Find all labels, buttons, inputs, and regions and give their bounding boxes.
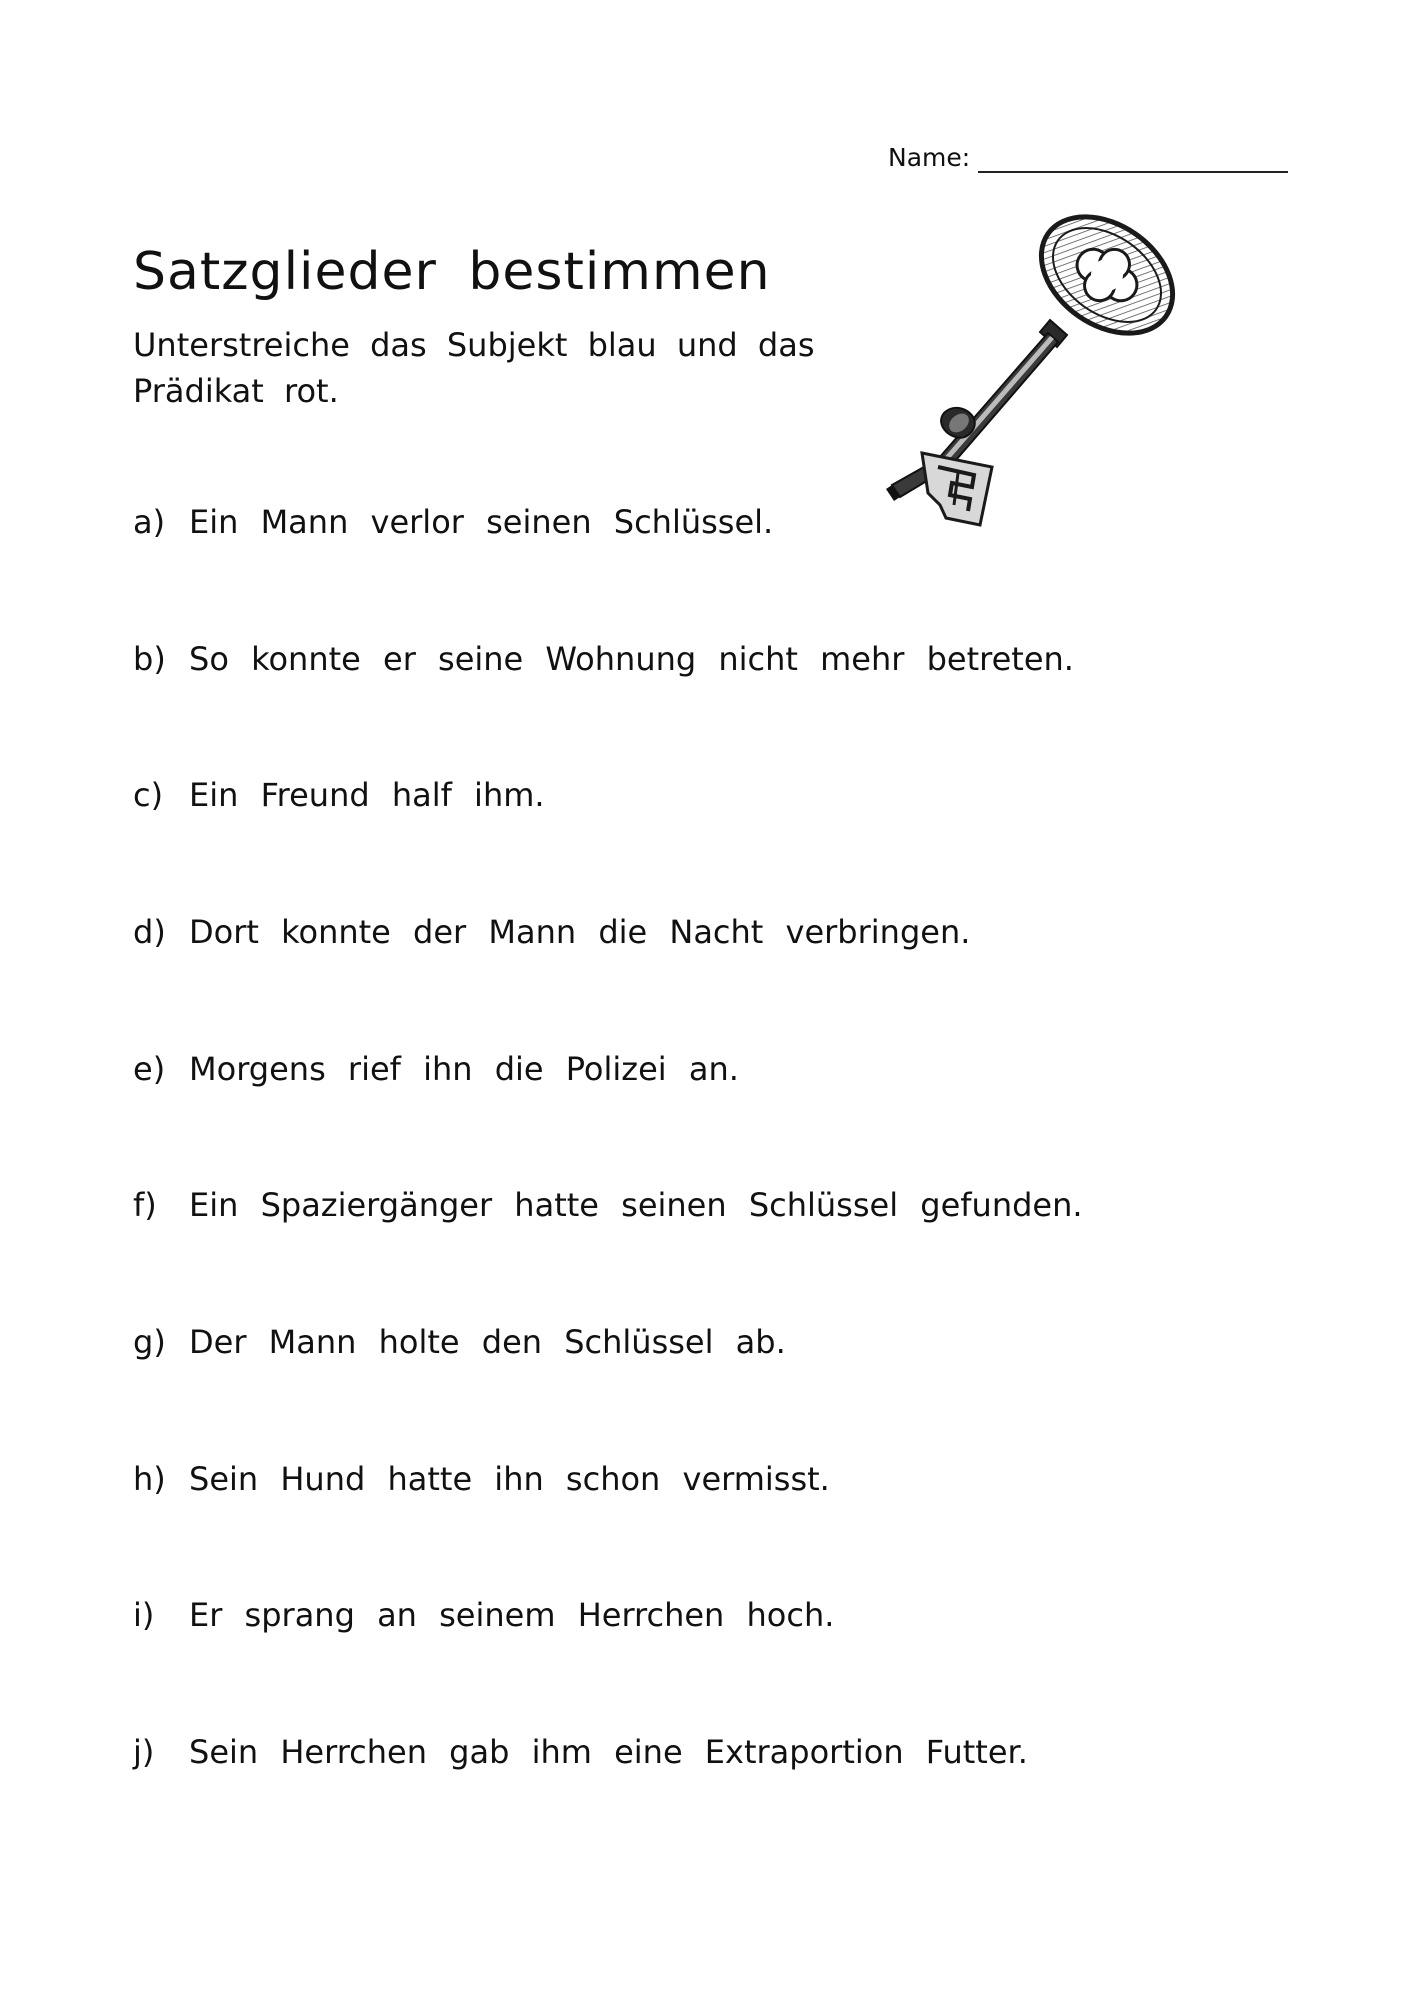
task-letter: j) <box>133 1733 155 1771</box>
task-sentence: Der Mann holte den Schlüssel ab. <box>189 1323 786 1361</box>
task-letter: c) <box>133 776 164 814</box>
task-item <box>133 1730 1028 1774</box>
task-item <box>133 1457 830 1501</box>
task-letter: b) <box>133 640 166 678</box>
task-sentence: Ein Mann verlor seinen Schlüssel. <box>189 503 774 541</box>
task-item <box>133 1593 834 1637</box>
task-sentence: Sein Hund hatte ihn schon vermisst. <box>189 1460 830 1498</box>
task-item <box>133 500 773 544</box>
task-sentence: Dort konnte der Mann die Nacht verbringen. <box>189 913 971 951</box>
task-letter: a) <box>133 503 166 541</box>
key-icon <box>862 205 1232 535</box>
task-letter: g) <box>133 1323 166 1361</box>
task-sentence: Ein Spaziergänger hatte seinen Schlüssel gefunden. <box>189 1186 1083 1224</box>
instruction-text <box>133 322 815 414</box>
instruction-line-1: Unterstreiche das Subjekt blau und das <box>133 326 815 364</box>
task-item <box>133 637 1074 681</box>
task-item <box>133 910 970 954</box>
page-title: Satzglieder bestimmen <box>133 241 771 302</box>
task-letter: e) <box>133 1050 166 1088</box>
task-letter: f) <box>133 1186 157 1224</box>
task-sentence: Sein Herrchen gab ihm eine Extraportion Futter. <box>189 1733 1028 1771</box>
task-sentence: Ein Freund half ihm. <box>189 776 545 814</box>
task-item <box>133 1320 786 1364</box>
task-item <box>133 773 545 817</box>
task-letter: h) <box>133 1460 166 1498</box>
name-label: Name: <box>888 143 971 172</box>
instruction-line-2: Prädikat rot. <box>133 372 339 410</box>
task-sentence: Morgens rief ihn die Polizei an. <box>189 1050 739 1088</box>
task-letter: i) <box>133 1596 155 1634</box>
task-letter: d) <box>133 913 166 951</box>
task-item <box>133 1183 1083 1227</box>
task-item <box>133 1047 739 1091</box>
task-sentence: Er sprang an seinem Herrchen hoch. <box>189 1596 835 1634</box>
name-input-line[interactable] <box>978 141 1288 173</box>
task-sentence: So konnte er seine Wohnung nicht mehr betreten. <box>189 640 1074 678</box>
name-field <box>888 133 1288 173</box>
